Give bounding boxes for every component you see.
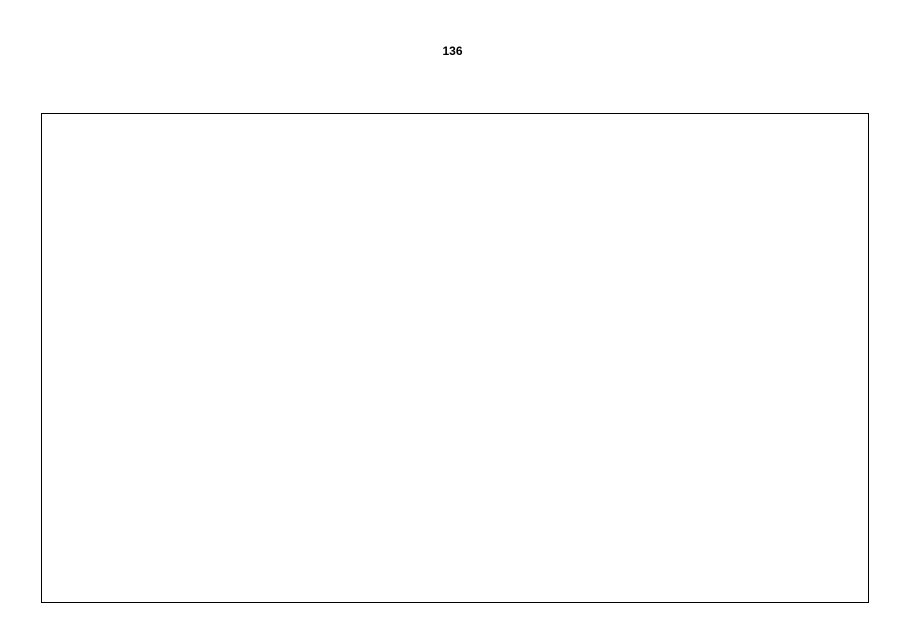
page-number: 136: [442, 44, 463, 58]
budget-table: [41, 113, 869, 603]
